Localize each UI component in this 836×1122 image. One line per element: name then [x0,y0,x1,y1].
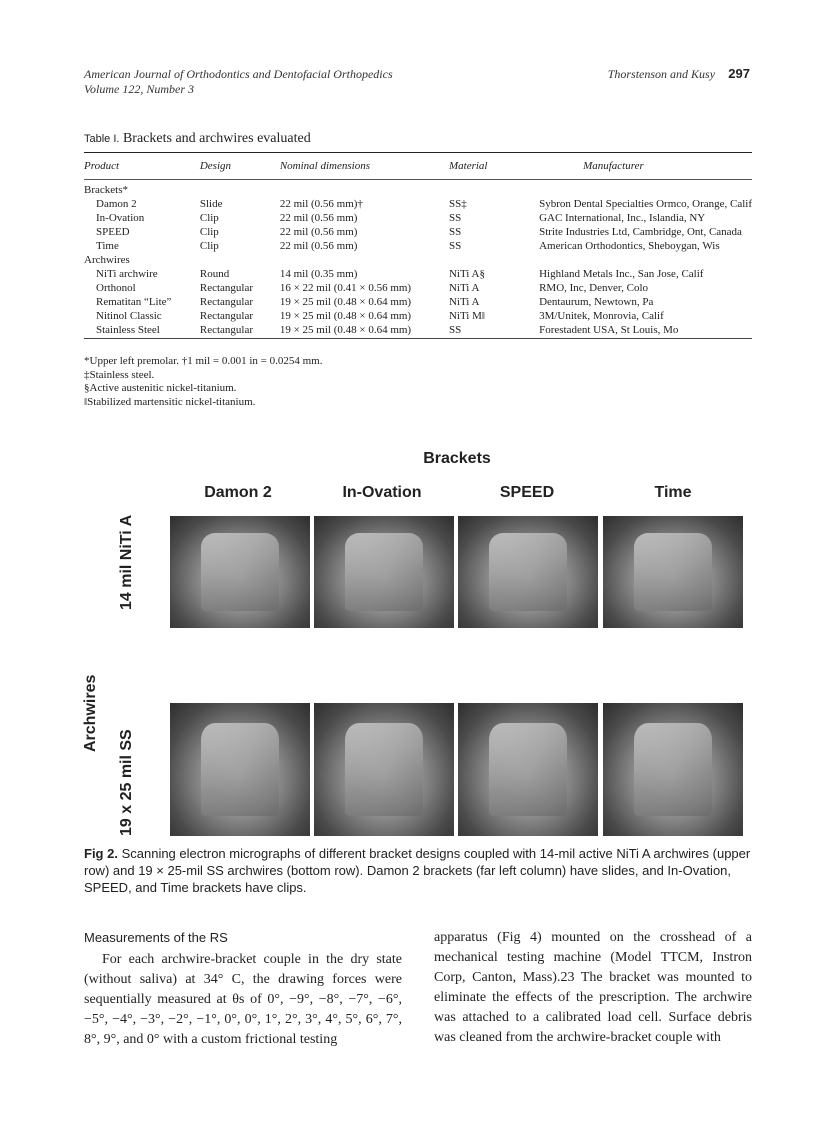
table-cell: Sybron Dental Specialties Ormco, Orange, Calif [539,198,752,210]
table-cell: GAC International, Inc., Islandia, NY [539,212,706,224]
table-cell: Strite Industries Ltd, Cambridge, Ont, Canada [539,226,742,238]
table-cell: SS [448,324,462,336]
footnote: ‖Stabilized martensitic nickel-titanium. [84,395,256,408]
table-cell: 3M/Unitek, Monrovia, Calif [539,310,664,322]
footnote: *Upper left premolar. †1 mil = 0.001 in = 0.0254 mm. [84,355,323,367]
table-cell: NiTi A§ [448,268,485,280]
table-cell: Clip [199,212,219,224]
sem-image-time-niti [603,516,743,628]
table-cell: 22 mil (0.56 mm)† [279,198,363,210]
table-cell: Forestadent USA, St Louis, Mo [539,324,679,336]
table-cell: SS [448,226,462,238]
table-cell: 22 mil (0.56 mm) [279,240,358,252]
authors: Thorstenson and Kusy [607,67,716,81]
col-header: Design [199,160,232,172]
table-cell: 19 × 25 mil (0.48 × 0.64 mm) [279,296,412,308]
table-row [84,226,752,240]
table-cell: Clip [199,240,219,252]
running-header [84,67,393,97]
group-label: Brackets* [84,184,128,196]
table-cell: Highland Metals Inc., San Jose, Calif [539,268,704,280]
sem-image-inovation-niti [314,516,454,628]
table-row [84,212,752,226]
journal-name: American Journal of Orthodontics and Dentofacial Orthopedics [84,67,393,81]
table-cell: NiTi archwire [96,268,158,280]
column-label: In-Ovation [342,484,422,501]
table-cell: Stainless Steel [96,324,160,336]
sem-image-time-ss [603,703,743,836]
table-cell: Rectangular [199,282,254,294]
table-row [84,282,752,296]
table-cell: 19 × 25 mil (0.48 × 0.64 mm) [279,310,412,322]
sem-image-damon2-niti [170,516,310,628]
footnote: ‡Stainless steel. [84,368,155,381]
table-cell: 22 mil (0.56 mm) [279,212,358,224]
table-cell: RMO, Inc, Denver, Colo [539,282,649,294]
page-number: 297 [728,66,750,81]
side-title: Archwires [82,674,99,752]
body-text-col2: apparatus (Fig 4) mounted on the crosshead of a mechanical testing machine (Model TTCM, Instron Corp, Canton, Mass).23 The bracket was mounted to eliminate the effects of the prescription. The archwire was attached to a calibrated load cell. Surface debris was cleaned from the archwire-bracket couple with [434,930,752,1045]
table-group-row [84,254,752,268]
body-text-col1: For each archwire-bracket couple in the dry state (without saliva) at 34° C, the drawing forces were sequentially measured at θs of 0°, −9°, −8°, −7°, −6°, −5°, −4°, −3°, −2°, −1°, 0°, 0°, 1°, 2°, 3°, 4°, 5°, 6°, 7°, 8°, 9°, and 0° with a custom frictional testing [84,952,402,1047]
caption-text: Scanning electron micrographs of different bracket designs coupled with 14-mil active NiTi A archwires (upper row) and 19 × 25-mil SS archwires (bottom row). Damon 2 brackets (far left column) have slides, and In-Ovation, SPEED, and Time brackets have clips. [84,846,751,895]
figure-top-title: Brackets [423,450,491,467]
col-header: Material [448,160,488,172]
table-cell: 14 mil (0.35 mm) [279,268,358,280]
table-cell: Time [96,240,119,252]
table-cell: SS [448,240,462,252]
sem-image-speed-ss [458,703,598,836]
table-row [84,310,752,324]
table-label: Table I. [84,133,120,145]
table-cell: Round [199,268,230,280]
table-cell: NiTi A [448,282,480,294]
table-row [84,198,752,212]
figure-2 [82,450,752,840]
table-cell: Damon 2 [96,198,137,210]
table-row [84,324,752,339]
section-heading: Measurements of the RS [84,930,228,945]
table-cell: Rematitan “Lite” [96,296,172,308]
table-footnotes [84,355,323,409]
row-label: 14 mil NiTi A [118,514,135,610]
table-cell: Rectangular [199,324,254,336]
sem-image-inovation-ss [314,703,454,836]
table-cell: NiTi M‖ [448,310,485,322]
sem-image-damon2-ss [170,703,310,836]
table-cell: 19 × 25 mil (0.48 × 0.64 mm) [279,324,412,336]
table-cell: In-Ovation [96,212,145,224]
table-cell: Rectangular [199,310,254,322]
col-header: Product [84,160,120,172]
table-cell: Orthonol [96,282,136,294]
header-right [608,66,750,82]
column-label: Damon 2 [204,484,272,501]
row-label: 19 x 25 mil SS [118,729,135,836]
caption-label: Fig 2. [84,846,118,861]
figure-caption [84,845,752,896]
col-header: Manufacturer [583,160,644,172]
sem-image-speed-niti [458,516,598,628]
table-cell: 22 mil (0.56 mm) [279,226,358,238]
table-cell: Dentaurum, Newtown, Pa [539,296,654,308]
table-cell: SS [448,212,462,224]
table-title [84,131,311,147]
table-cell: American Orthodontics, Sheboygan, Wis [539,240,720,252]
table-cell: SPEED [96,226,130,238]
table-cell: NiTi A [448,296,480,308]
table-row [84,268,752,282]
table-caption: Brackets and archwires evaluated [122,131,311,146]
column-label: SPEED [499,484,555,501]
table-cell: Slide [199,198,223,210]
column-label: Time [654,484,692,501]
table-cell: Clip [199,226,219,238]
table-cell: SS‡ [448,198,467,210]
brackets-archwires-table [84,152,752,339]
table-row [84,240,752,254]
group-label: Archwires [84,254,130,266]
journal-volume: Volume 122, Number 3 [84,82,194,96]
table-cell: 16 × 22 mil (0.41 × 0.56 mm) [279,282,412,294]
footnote: §Active austenitic nickel-titanium. [84,382,237,394]
table-row [84,296,752,310]
table-cell: Nitinol Classic [96,310,162,322]
table-group-row [84,180,752,199]
col-header: Nominal dimensions [279,160,370,172]
table-cell: Rectangular [199,296,254,308]
